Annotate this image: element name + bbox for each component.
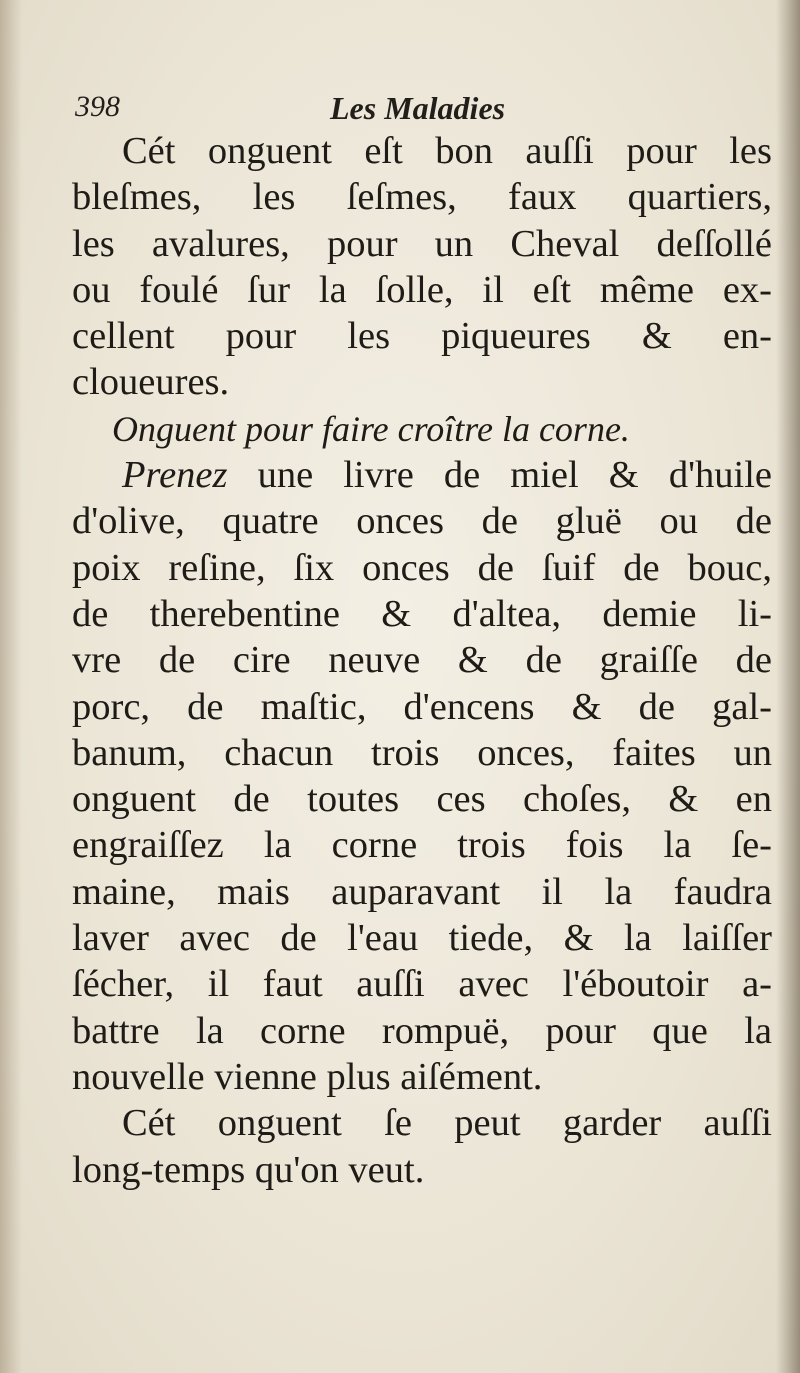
text-line: nouvelle vienne plus aiſément. (72, 1055, 543, 1098)
text-line: ou foulé ſur la ſolle, il eſt même ex- (72, 268, 772, 311)
text-line: bleſmes, les ſeſmes, faux quartiers, (72, 176, 772, 219)
page-edge-shadow-left (0, 0, 22, 1373)
text-line: maine, mais auparavant il la faudra (72, 870, 772, 913)
text-line-rest: une livre de miel & d'huile (227, 454, 772, 497)
text-line-first (72, 452, 772, 498)
paragraph-3 (72, 1100, 772, 1193)
text-line: les avalures, pour un Cheval deſſollé (72, 222, 772, 265)
text-line: onguent de toutes ces choſes, & en (72, 778, 772, 821)
page-number: 398 (75, 90, 120, 123)
text-line: Cét onguent eſt bon auſſi pour les (122, 130, 772, 172)
text-block (72, 128, 772, 1193)
text-line: cellent pour les piqueures & en- (72, 315, 772, 358)
text-line: d'olive, quatre onces de gluë ou de (72, 500, 772, 543)
text-line: vre de cire neuve & de graiſſe de (72, 639, 772, 682)
text-line: de therebentine & d'altea, demie li- (72, 592, 772, 635)
page-edge-shadow-right (776, 0, 800, 1373)
text-line: cloueures. (72, 361, 230, 404)
text-line: Cét onguent ſe peut garder auſſi (122, 1102, 772, 1145)
paragraph-1 (72, 128, 772, 406)
text-line: ſécher, il faut auſſi avec l'éboutoir a- (72, 963, 772, 1006)
text-line: porc, de maſtic, d'encens & de gal- (72, 685, 772, 728)
paragraph-2 (72, 452, 772, 1100)
text-line: laver avec de l'eau tiede, & la laiſſer (72, 917, 772, 960)
text-line: long-temps qu'on veut. (72, 1148, 425, 1191)
text-line: poix reſine, ſix onces de ſuif de bouc, (72, 546, 772, 589)
text-line: battre la corne rompuë, pour que la (72, 1009, 772, 1052)
prenez-word: Prenez (122, 454, 228, 497)
running-head: Les Maladies (330, 90, 506, 126)
recipe-title: Onguent pour faire croître la corne. (112, 408, 630, 449)
text-line: banum, chacun trois onces, faites un (72, 731, 772, 774)
text-line: engraiſſez la corne trois fois la ſe- (72, 824, 772, 867)
